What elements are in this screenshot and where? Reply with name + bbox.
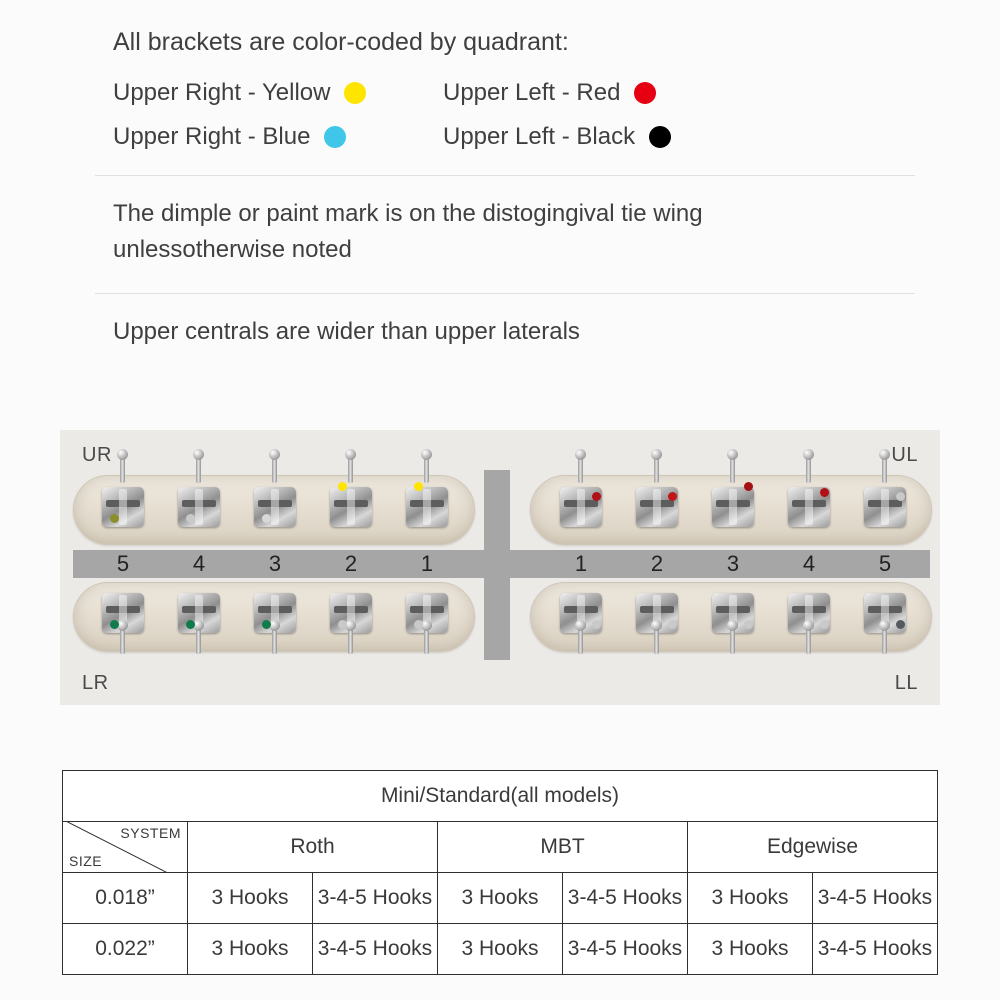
- bracket-mark-ul-3: [744, 482, 753, 491]
- bracket-pin-ur-1: [424, 457, 429, 483]
- bracket-mark-ll-2: [668, 620, 677, 629]
- bracket-ur-4: [178, 487, 220, 527]
- bracket-pin-lr-3: [272, 628, 277, 654]
- bracket-pin-lr-5: [120, 628, 125, 654]
- quadrant-item-upper-left-black: [443, 123, 823, 151]
- bracket-mark-ll-5: [896, 620, 905, 629]
- row-size-018: 0.018”: [63, 873, 188, 924]
- bracket-mark-ur-1: [414, 482, 423, 491]
- tooth-number-left-5: 5: [116, 551, 130, 576]
- bracket-pin-lr-4: [196, 628, 201, 654]
- table-header-edgewise: Edgewise: [688, 822, 938, 873]
- corner-label-system: SYSTEM: [120, 825, 181, 841]
- bracket-mark-ul-4: [820, 488, 829, 497]
- color-dot-blue-icon: [324, 126, 346, 148]
- page-title: All brackets are color-coded by quadrant:: [113, 28, 569, 56]
- bracket-pin-ul-2: [654, 457, 659, 483]
- table-title-row: [63, 771, 938, 822]
- tooth-number-left-2: 2: [344, 551, 358, 576]
- quadrant-label: Upper Right - Yellow: [113, 79, 331, 106]
- table-header-row: [63, 822, 938, 873]
- bracket-mark-lr-3: [262, 620, 271, 629]
- dimple-note-line-1: The dimple or paint mark is on the distogingival tie wing: [113, 200, 703, 227]
- dimple-note: [95, 196, 915, 269]
- table-header-mbt: MBT: [438, 822, 688, 873]
- bracket-ur-2: [330, 487, 372, 527]
- bracket-pin-ll-5: [882, 628, 887, 654]
- bracket-pin-ul-3: [730, 457, 735, 483]
- table-corner-cell: [63, 822, 188, 873]
- bracket-pin-ul-5: [882, 457, 887, 483]
- quadrant-item-upper-right-yellow: [113, 79, 443, 107]
- bracket-pin-lr-2: [348, 628, 353, 654]
- bracket-mark-ul-5: [896, 492, 905, 501]
- quadrant-item-upper-right-blue: [113, 123, 443, 151]
- tray-label-upper-right: UR: [82, 444, 112, 466]
- bracket-ur-1: [406, 487, 448, 527]
- centrals-note: Upper centrals are wider than upper laterals: [113, 317, 580, 345]
- spec-table-wrapper: [62, 770, 938, 975]
- tooth-number-left-3: 3: [268, 551, 282, 576]
- cell-022-roth-2: 3-4-5 Hooks: [313, 924, 438, 975]
- bracket-mark-lr-1: [414, 620, 423, 629]
- bracket-mark-ll-3: [744, 620, 753, 629]
- bracket-pin-ur-4: [196, 457, 201, 483]
- cell-018-mbt-2: 3-4-5 Hooks: [563, 873, 688, 924]
- color-dot-yellow-icon: [344, 82, 366, 104]
- dimple-note-line-2: unlessotherwise noted: [113, 236, 352, 264]
- tray-divider-vertical: [484, 470, 510, 660]
- tray-label-lower-right: LR: [82, 672, 109, 694]
- cell-018-mbt-1: 3 Hooks: [438, 873, 563, 924]
- bracket-pin-ul-1: [578, 457, 583, 483]
- row-size-022: 0.022”: [63, 924, 188, 975]
- bracket-mark-lr-4: [186, 620, 195, 629]
- cell-022-mbt-1: 3 Hooks: [438, 924, 563, 975]
- cell-018-edgewise-1: 3 Hooks: [688, 873, 813, 924]
- tray-label-upper-left: UL: [891, 444, 918, 466]
- tooth-number-right-3: 3: [726, 551, 740, 576]
- cell-022-edgewise-2: 3-4-5 Hooks: [813, 924, 938, 975]
- corner-label-size: SIZE: [69, 853, 103, 869]
- bracket-mark-ur-2: [338, 482, 347, 491]
- info-block: [95, 28, 915, 350]
- cell-022-mbt-2: 3-4-5 Hooks: [563, 924, 688, 975]
- cell-022-roth-1: 3 Hooks: [188, 924, 313, 975]
- bracket-mark-ul-1: [592, 492, 601, 501]
- cell-018-edgewise-2: 3-4-5 Hooks: [813, 873, 938, 924]
- table-header-roth: Roth: [188, 822, 438, 873]
- quadrant-label: Upper Left - Black: [443, 123, 636, 150]
- tray-label-lower-left: LL: [894, 672, 918, 694]
- bracket-mark-ur-4: [186, 514, 195, 523]
- bracket-ur-3: [254, 487, 296, 527]
- cell-018-roth-1: 3 Hooks: [188, 873, 313, 924]
- bracket-pin-ll-1: [578, 628, 583, 654]
- bracket-ur-5: [102, 487, 144, 527]
- bracket-pin-ur-2: [348, 457, 353, 483]
- cell-022-edgewise-1: 3 Hooks: [688, 924, 813, 975]
- divider-2: [95, 293, 915, 294]
- divider-1: [95, 175, 915, 176]
- bracket-pin-ur-3: [272, 457, 277, 483]
- bracket-mark-lr-5: [110, 620, 119, 629]
- bracket-pin-ll-4: [806, 628, 811, 654]
- quadrant-label: Upper Right - Blue: [113, 123, 311, 150]
- tooth-number-left-4: 4: [192, 551, 206, 576]
- tooth-number-right-2: 2: [650, 551, 664, 576]
- bracket-pin-lr-1: [424, 628, 429, 654]
- bracket-mark-lr-2: [338, 620, 347, 629]
- spec-table: [62, 770, 938, 975]
- bracket-pin-ur-5: [120, 457, 125, 483]
- quadrant-item-upper-left-red: [443, 79, 823, 107]
- bracket-mark-ll-1: [592, 620, 601, 629]
- tooth-number-right-5: 5: [878, 551, 892, 576]
- bracket-pin-ll-3: [730, 628, 735, 654]
- tooth-number-right-4: 4: [802, 551, 816, 576]
- bracket-mark-ur-5: [110, 514, 119, 523]
- bracket-tray-photo: [60, 430, 940, 705]
- bracket-pin-ul-4: [806, 457, 811, 483]
- bracket-ul-3: [712, 487, 754, 527]
- bracket-mark-ur-3: [262, 514, 271, 523]
- bracket-mark-ll-4: [820, 620, 829, 629]
- tooth-number-right-1: 1: [574, 551, 588, 576]
- bracket-mark-ul-2: [668, 492, 677, 501]
- bracket-pin-ll-2: [654, 628, 659, 654]
- quadrant-label: Upper Left - Red: [443, 79, 621, 106]
- table-title: Mini/Standard(all models): [63, 771, 938, 822]
- tooth-number-left-1: 1: [420, 551, 434, 576]
- table-row: [63, 873, 938, 924]
- color-dot-red-icon: [634, 82, 656, 104]
- table-row: [63, 924, 938, 975]
- cell-018-roth-2: 3-4-5 Hooks: [313, 873, 438, 924]
- color-dot-black-icon: [649, 126, 671, 148]
- quadrant-color-list: [95, 79, 915, 151]
